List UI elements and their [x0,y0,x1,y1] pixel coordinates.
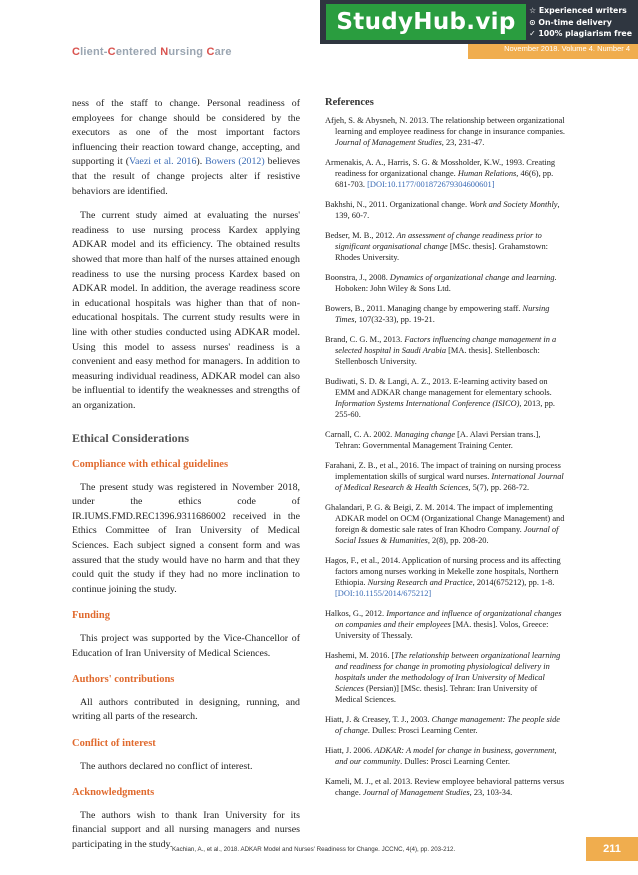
journal-name: Client-Centered Nursing Care [72,46,232,58]
paragraph-current-study: The current study aimed at evaluating the nurses' readiness to use nursing process Kardex applying ADKAR model and its efficiency. The obtained results showed that more than half of the nurses attained enough readiness to use the nursing process Kardex based on ADKAR model. In addition, the average readiness score in educational hospitals was higher than that of non-educational hospitals. The current study results were in line with other studies conducted using ADKAR model. Using this model to assess nurses' readiness is a convenient and easy method for managers. In addition to measuring individual readiness, ADKAR model can also be influential to identify the weaknesses and strengths of an organization. [72,210,300,411]
reference-item: Kameli, M. J., et al. 2013. Review employee behavioral patterns versus change. Journal of Management Studies, 23, 103-34. [325,777,565,797]
reference-item: Afjeh, S. & Abysneh, N. 2013. The relationship between organizational learning and employee readiness for change in insurance companies. Journal of Management Studies, 23, 231-47. [325,116,565,147]
reference-item: Bedser, M. B., 2012. An assessment of change readiness prior to significant organisational change [MSc. thesis]. Grahamstown: Rhodes University. [325,231,549,262]
reference-item: Hagos, F., et al., 2014. Application of nursing process and its affecting factors among nurses working in Mekelle zone hospitals, Northern Ethiopia. Nursing Research and Practice, 2014(675212), pp. 1-8. [DOI:10.1155/2014/675212] [325,556,561,598]
reference-item: Hiatt, J. & Creasey, T. J., 2003. Change management: The people side of change. Dulles: Prosci Learning Center. [325,715,561,735]
acknowledgments-text: The authors wish to thank Iran University for its financial support and all nursing managers and nurses participating in the study. [72,809,300,850]
reference-item: Halkos, G., 2012. Importance and influence of organizational changes on companies and their employees [MA. thesis]. Volos, Greece: University of Thessaly. [325,609,562,640]
citation-link-bowers[interactable]: Bowers (2012) [205,156,265,168]
compliance-heading: Compliance with ethical guidelines [72,459,229,471]
reference-item: Bakhshi, N., 2011. Organizational change. Work and Society Monthly, 139, 60-7. [325,200,560,220]
reference-item: Budiwati, S. D. & Langi, A. Z., 2013. E-learning activity based on EMM and ADKAR change management for elementary schools. Information Systems International Conference (ISICO), 2013, pp. 255-60. [325,377,555,419]
funding-heading: Funding [72,610,110,622]
citation-link-vaezi[interactable]: Vaezi et al. 2016 [129,156,197,168]
footer-citation: Kachian, A., et al., 2018. ADKAR Model and Nurses' Readiness for Change. JCCNC, 4(4), pp. 203-212. [172,846,456,853]
feature-delivery: ⊙ On-time delivery [529,17,612,27]
watermark-features [529,5,632,40]
references-column [325,97,565,807]
acknowledgments-heading: Acknowledgments [72,787,155,799]
references-heading: References [325,97,374,108]
issue-text: November 2018. Volume 4. Number 4 [504,44,630,53]
authors-contributions-text: All authors contributed in designing, running, and writing all parts of the research. [72,696,300,723]
feature-plagiarism: ✓ 100% plagiarism free [529,29,632,38]
reference-item: Ghalandari, P. G. & Beigi, Z. M. 2014. The impact of implementing ADKAR model on OCM (Organizational Change Management) and foreign & domestic sale rates of Iran Khodro Company. Journal of Social Issues & Humanities, 2(8), pp. 208-20. [325,503,565,545]
doi-link[interactable]: [DOI:10.1177/001872679304600601] [367,180,495,189]
reference-item: Farahani, Z. B., et al., 2016. The impact of training on nursing process implementation skills of surgical ward nurses. International Journal of Medical Research & Health Sciences, 5(7), pp. 268-72. [325,461,564,492]
reference-item: Boonstra, J., 2008. Dynamics of organizational change and learning. Hoboken: John Wiley & Sons Ltd. [325,273,557,293]
ethical-considerations-heading: Ethical Considerations [72,431,190,446]
page-number: 211 [586,837,638,861]
doi-link[interactable]: [DOI:10.1155/2014/675212] [335,589,432,598]
issue-bar [468,43,638,59]
left-column [72,97,300,853]
conflict-text: The authors declared no conflict of interest. [80,760,253,772]
reference-item: Carnall, C. A. 2002. Managing change [A. Alavi Persian trans.], Tehran: Governmental Management Training Center. [325,430,541,450]
authors-contributions-heading: Authors' contributions [72,674,175,686]
reference-item: Bowers, B., 2011. Managing change by empowering staff. Nursing Times, 107(32-33), pp. 19-21. [325,304,550,324]
funding-text: This project was supported by the Vice-Chancellor of Education of Iran University of Medical Sciences. [72,633,300,659]
reference-item: Armenakis, A. A., Harris, S. G. & Mossholder, K.W., 1993. Creating readiness for organizational change. Human Relations, 46(6), pp. 681-703. [DOI:10.1177/001872679304600601] [325,158,556,189]
compliance-text: The present study was registered in November 2018, under the ethics code of IR.IUMS.FMD.REC1396.9311686002 received in the Ethics Committee of Iran University of Medical Sciences. Each subject signed a consent form and was assured that the study would have no harm and that they could quit the study if they had no more inclination to continue joining the study. [72,481,300,595]
reference-item: Hashemi, M. 2016. [The relationship between organizational learning and readiness for change in promoting physiological delivery in hospitals under the methodology of Iran University of Medical Sciences (Persian)] [MSc. thesis]. Tehran: Iran University of Medical Sciences. [325,651,561,704]
reference-item: Hiatt, J. 2006. ADKAR: A model for change in business, government, and our community. Dulles: Prosci Learning Center. [325,746,557,766]
reference-item: Brand, C. G. M., 2013. Factors influencing change management in a selected hospital in Saudi Arabia [MA. thesis]. Stellenbosch: Stellenbosch University. [325,335,557,366]
conflict-heading: Conflict of interest [72,737,156,749]
reference-list [325,115,565,798]
feature-writers: ☆ Experienced writers [529,6,627,15]
paragraph-readiness: ness of the staff to change. Personal readiness of employees for change should be considered by the executors as one of the most important factors influencing their reaction toward change, accepting, and supporting it (Vaezi et al. 2016). Bowers (2012) believes that the result of change projects alter if resistive behaviors are identified. [72,98,301,197]
watermark-banner[interactable] [320,0,638,44]
watermark-logo[interactable]: StudyHub.vip [326,4,526,40]
